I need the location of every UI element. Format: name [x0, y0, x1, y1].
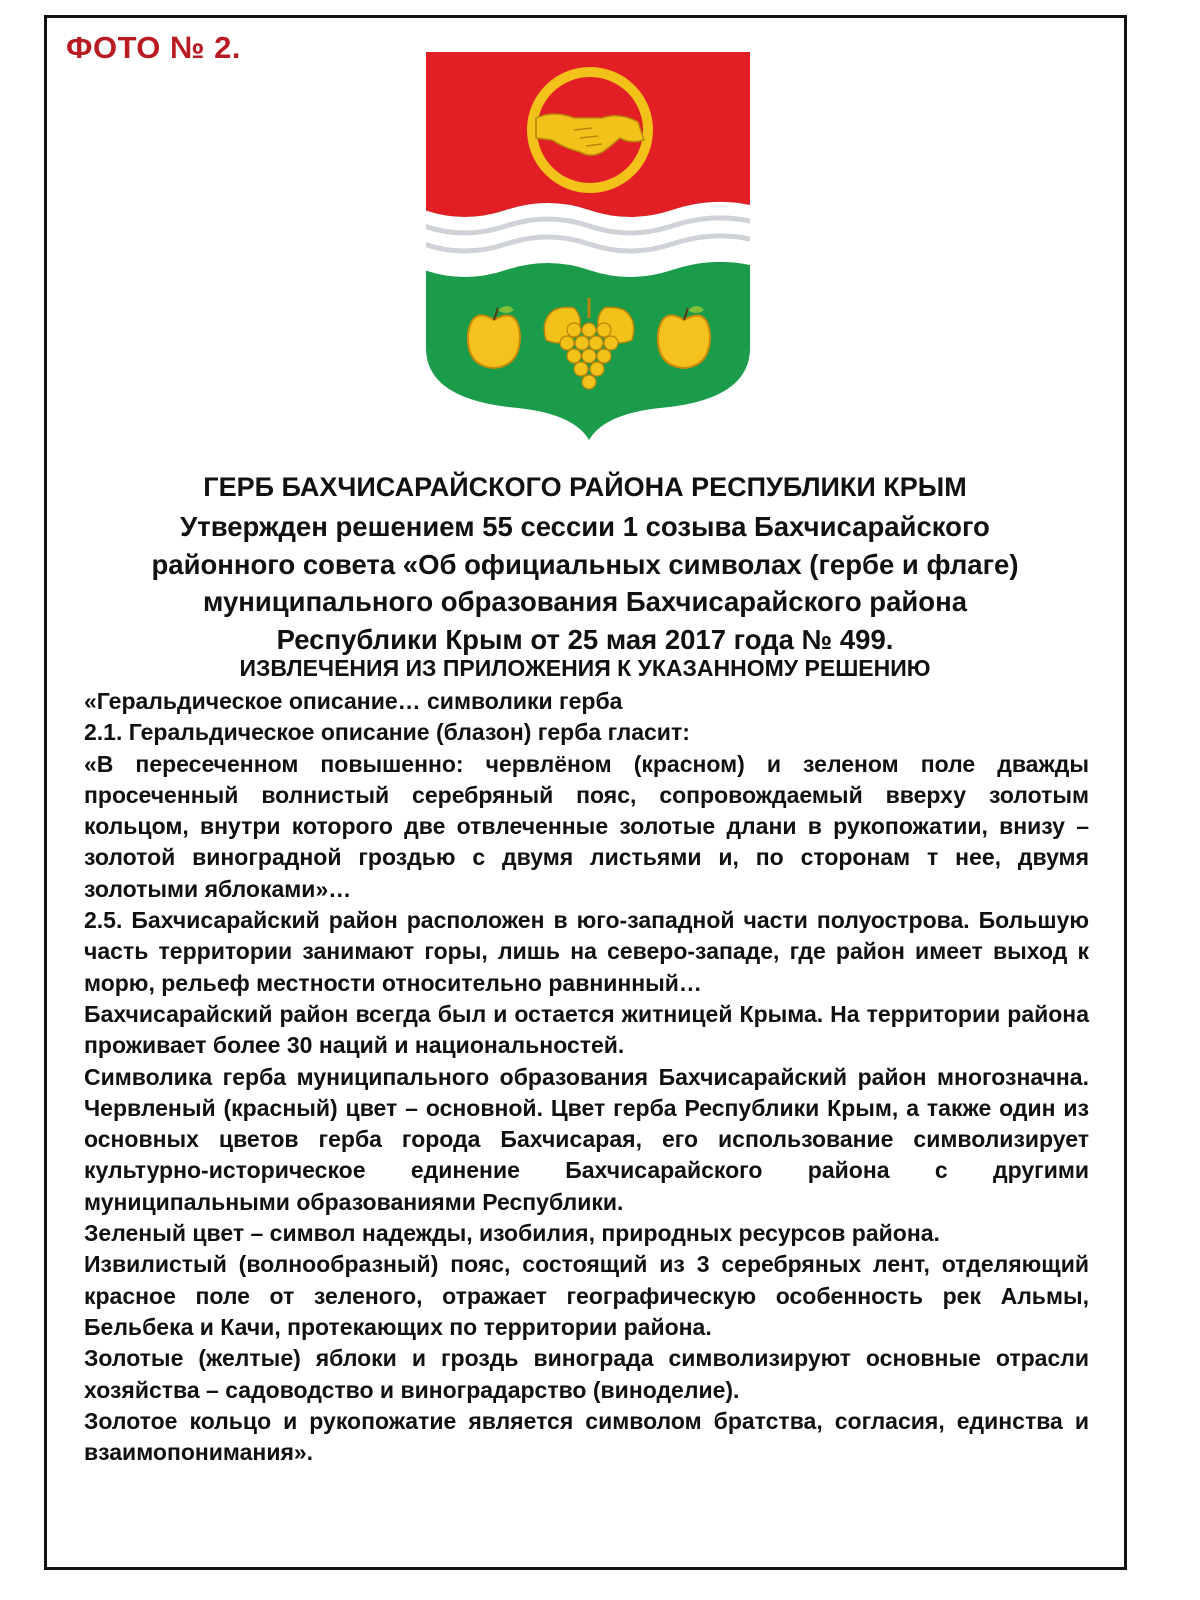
approval-line: Республики Крым от 25 мая 2017 года № 499.	[276, 623, 894, 655]
document-body	[84, 686, 1089, 1468]
approval-line: Утвержден решением 55 сессии 1 созыва Бахчисарайского	[180, 511, 990, 542]
approval-line: муниципального образования Бахчисарайского района	[202, 586, 968, 617]
paragraph: «Геральдическое описание… символики герба	[84, 688, 623, 714]
coat-of-arms-icon	[424, 48, 754, 448]
approval-line: районного совета «Об официальных символах (гербе и флаге)	[151, 548, 1019, 580]
paragraph: Символика герба муниципального образования Бахчисарайский район многозначна. Червленый (красный) цвет – основной. Цвет герба Республики Крым, а также один из основных цветов герба города Бахчисарая, его использование символизирует культурно-историческое единение Бахчисарайского района с другими муниципальными образованиями Республики.	[84, 1063, 1089, 1215]
paragraph: Извилистый (волнообразный) пояс, состоящий из 3 серебряных лент, отделяющий красное поле от зеленого, отражает географическую особенность рек Альмы, Бельбека и Качи, протекающих по территории района.	[84, 1251, 1089, 1340]
paragraph: 2.1. Геральдическое описание (блазон) герба гласит:	[84, 719, 690, 746]
photo-label: ФОТО № 2.	[66, 30, 241, 65]
paragraph: Золотые (желтые) яблоки и гроздь винограда символизируют основные отрасли хозяйства – садоводство и виноградарство (виноделие).	[84, 1345, 1089, 1403]
paragraph: Бахчисарайский район всегда был и остается житницей Крыма. На территории района проживает более 30 наций и национальностей.	[84, 1000, 1089, 1059]
document-title: ГЕРБ БАХЧИСАРАЙСКОГО РАЙОНА РЕСПУБЛИКИ КРЫМ	[203, 472, 967, 502]
paragraph: Золотое кольцо и рукопожатие является символом братства, согласия, единства и взаимопонимания».	[84, 1407, 1089, 1466]
paragraph: «В пересеченном повышенно: червлёном (красном) и зеленом поле дважды просеченный волнистый серебряный пояс, сопровождаемый вверху золотым кольцом, внутри которого две отвлеченные золотые длани в рукопожатии, внизу – золотой виноградной гроздью с двумя листьями и, по сторонам т нее, двумя золотыми яблоками»…	[84, 750, 1089, 902]
paragraph: Зеленый цвет – символ надежды, изобилия, природных ресурсов района.	[84, 1220, 940, 1247]
approval-statement	[60, 508, 1110, 658]
paragraph: 2.5. Бахчисарайский район расположен в юго-западной части полуострова. Большую часть территории занимают горы, лишь на северо-западе, где район имеет выход к морю, рельеф местности относительно равнинный…	[84, 907, 1089, 996]
extract-heading: ИЗВЛЕЧЕНИЯ ИЗ ПРИЛОЖЕНИЯ К УКАЗАННОМУ РЕШЕНИЮ	[239, 655, 931, 681]
